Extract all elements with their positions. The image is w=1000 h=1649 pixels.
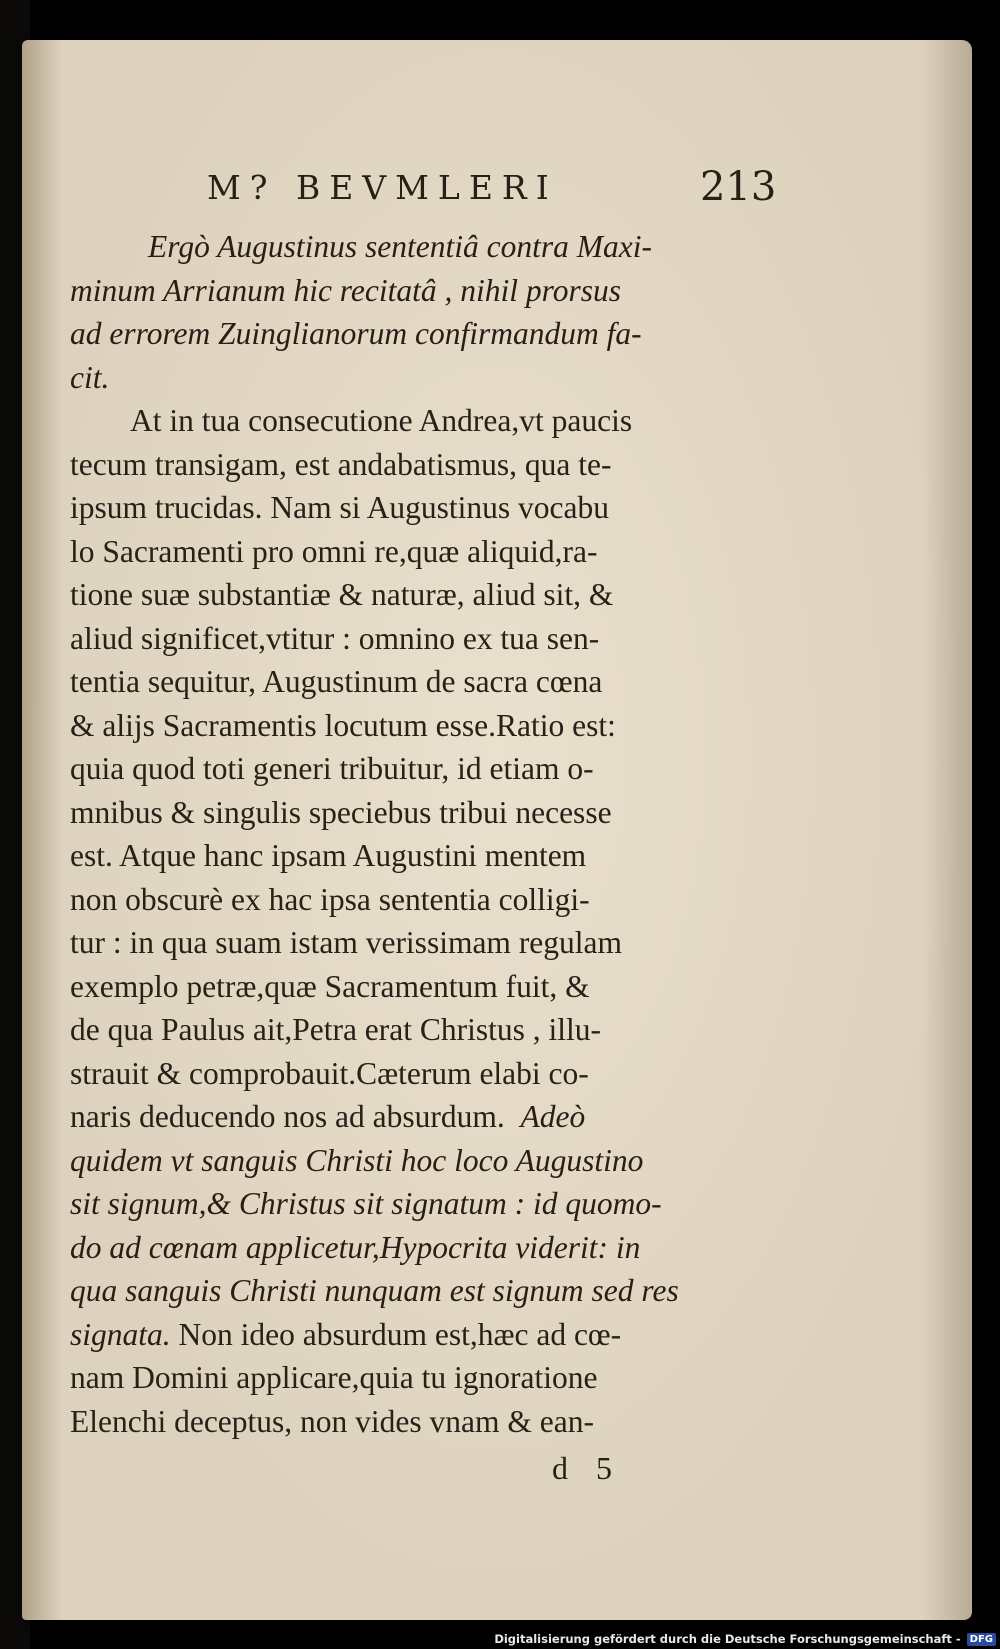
italic-segment: do ad cœnam applicetur,Hypocrita viderit: in bbox=[70, 1229, 641, 1265]
text-line bbox=[70, 1356, 740, 1400]
roman-segment: nam Domini applicare,quia tu ignoratione bbox=[70, 1360, 598, 1395]
italic-segment: qua sanguis Christi nunquam est signum sed res bbox=[70, 1273, 679, 1308]
roman-segment: Non ideo absurdum est,hæc ad cœ- bbox=[170, 1316, 622, 1352]
text-line bbox=[70, 1182, 740, 1226]
text-line bbox=[70, 399, 740, 443]
roman-segment: & alijs Sacramentis locutum esse.Ratio est: bbox=[70, 707, 616, 743]
roman-segment: lo Sacramenti pro omni re,quæ aliquid,ra- bbox=[70, 533, 598, 569]
italic-segment: Ergò Augustinus sententiâ contra Maxi- bbox=[148, 229, 652, 264]
signature-mark: d 5 bbox=[552, 1450, 622, 1486]
roman-segment: de qua Paulus ait,Petra erat Christus , illu- bbox=[70, 1012, 602, 1047]
text-line bbox=[70, 1313, 740, 1357]
text-line bbox=[70, 225, 740, 269]
dfg-logo: DFG bbox=[967, 1633, 996, 1646]
body-text bbox=[70, 225, 740, 1443]
text-line bbox=[70, 573, 740, 617]
text-line bbox=[70, 1226, 740, 1270]
italic-segment: minum Arrianum hic recitatâ , nihil prorsus bbox=[70, 272, 621, 308]
text-line bbox=[70, 443, 740, 487]
roman-segment: quia quod toti generi tribuitur, id etiam o- bbox=[70, 751, 594, 786]
text-line bbox=[70, 617, 740, 661]
book-page bbox=[22, 40, 972, 1620]
text-line bbox=[70, 486, 740, 530]
roman-segment: tione suæ substantiæ & naturæ, aliud sit, & bbox=[70, 577, 614, 612]
text-line bbox=[70, 921, 740, 965]
italic-segment: quidem vt sanguis Christi hoc loco Augustino bbox=[70, 1142, 644, 1178]
italic-segment: signata. bbox=[70, 1316, 171, 1352]
text-line bbox=[70, 356, 740, 400]
text-line bbox=[70, 1269, 740, 1313]
text-line bbox=[70, 1139, 740, 1183]
footer-bar bbox=[494, 1629, 1000, 1649]
roman-segment: tecum transigam, est andabatismus, qua te- bbox=[70, 446, 612, 482]
roman-segment: Elenchi deceptus, non vides vnam & ean- bbox=[70, 1403, 594, 1439]
text-line bbox=[70, 530, 740, 574]
roman-segment: est. Atque hanc ipsam Augustini mentem bbox=[70, 838, 587, 873]
text-line bbox=[70, 834, 740, 878]
italic-segment: Adeò bbox=[520, 1099, 586, 1134]
roman-segment: At in tua consecutione Andrea,vt paucis bbox=[130, 403, 633, 438]
text-line bbox=[70, 1008, 740, 1052]
page-number: 213 bbox=[700, 164, 777, 210]
footer-credit: Digitalisierung gefördert durch die Deutsche Forschungsgemeinschaft - bbox=[494, 1632, 961, 1646]
text-line bbox=[70, 747, 740, 791]
text-line bbox=[70, 269, 740, 313]
roman-segment: strauit & comprobauit.Cæterum elabi co- bbox=[70, 1055, 589, 1091]
page-header bbox=[22, 140, 972, 210]
text-line bbox=[70, 791, 740, 835]
text-line bbox=[70, 660, 740, 704]
text-line bbox=[70, 1095, 740, 1139]
text-line bbox=[70, 878, 740, 922]
italic-segment: ad errorem Zuinglianorum confirmandum fa- bbox=[70, 316, 642, 351]
roman-segment: tur : in qua suam istam verissimam regulam bbox=[70, 925, 623, 960]
roman-segment: non obscurè ex hac ipsa sententia colligi- bbox=[70, 881, 590, 917]
text-line bbox=[70, 965, 740, 1009]
roman-segment: ipsum trucidas. Nam si Augustinus vocabu bbox=[70, 490, 609, 525]
italic-segment: sit signum,& Christus sit signatum : id quomo- bbox=[70, 1186, 662, 1221]
roman-segment: aliud significet,vtitur : omnino ex tua sen- bbox=[70, 620, 600, 656]
roman-segment: naris deducendo nos ad absurdum. bbox=[70, 1099, 521, 1134]
text-line bbox=[70, 704, 740, 748]
text-line bbox=[70, 312, 740, 356]
roman-segment: mnibus & singulis speciebus tribui necesse bbox=[70, 794, 612, 830]
roman-segment: exemplo petræ,quæ Sacramentum fuit, & bbox=[70, 968, 590, 1004]
italic-segment: cit. bbox=[70, 359, 110, 395]
roman-segment: tentia sequitur, Augustinum de sacra cœna bbox=[70, 664, 603, 699]
text-line bbox=[70, 1400, 740, 1444]
running-head: M? BEVMLERI bbox=[207, 168, 558, 207]
text-line bbox=[70, 1052, 740, 1096]
